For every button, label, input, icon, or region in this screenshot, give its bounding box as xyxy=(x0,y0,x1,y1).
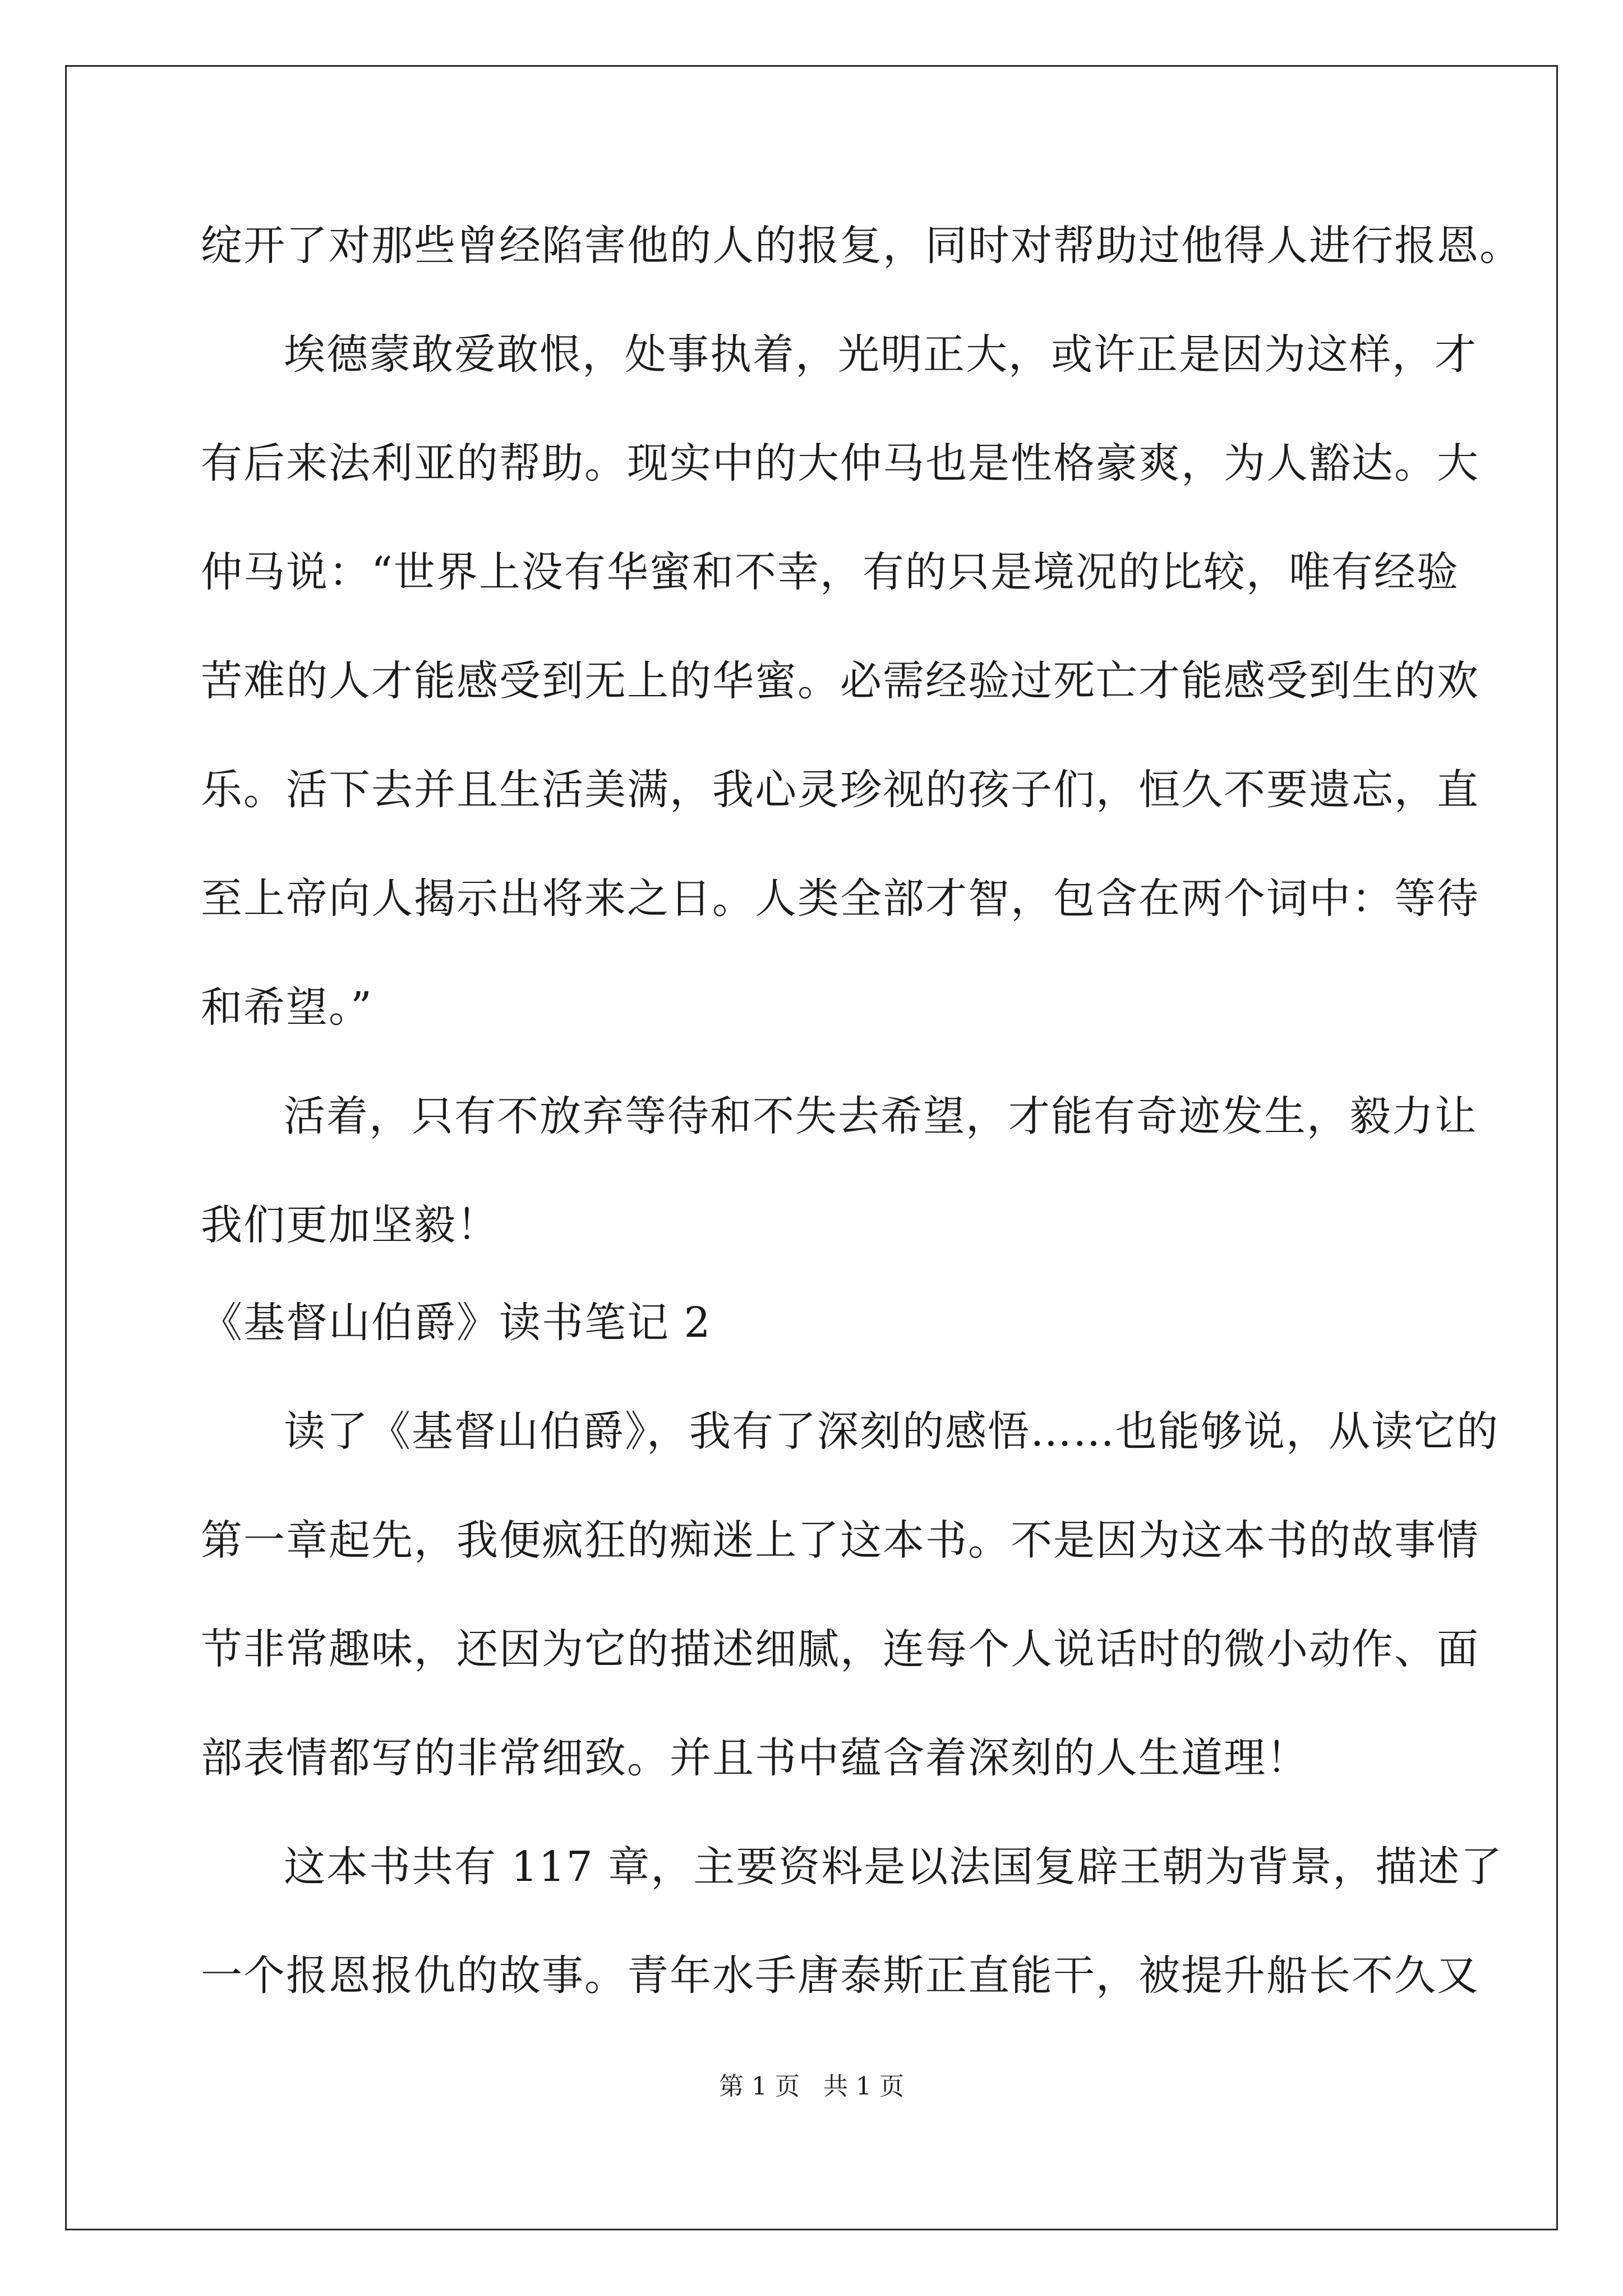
text-line: 一个报恩报仇的故事。青年水手唐泰斯正直能干，被提升船长不久又 xyxy=(201,1952,1479,2000)
page-footer: 第 1 页 共 1 页 xyxy=(719,2072,904,2101)
text-line: 乐。活下去并且生活美满，我心灵珍视的孩子们，恒久不要遗忘，直 xyxy=(201,766,1479,814)
text-line: 第一章起先，我便疯狂的痴迷上了这本书。不是因为这本书的故事情 xyxy=(201,1516,1479,1565)
text-line: 绽开了对那些曾经陷害他的人的报复，同时对帮助过他得人进行报恩。 xyxy=(201,222,1522,270)
page-border xyxy=(65,65,1558,2230)
text-line: 和希望。” xyxy=(201,983,373,1032)
text-line: 至上帝向人揭示出将来之日。人类全部才智，包含在两个词中：等待 xyxy=(201,875,1479,923)
text-line: 这本书共有 117 章，主要资料是以法国复辟王朝为背景，描述了 xyxy=(284,1843,1504,1891)
text-line: 我们更加坚毅！ xyxy=(201,1201,499,1249)
text-line: 读了《基督山伯爵》，我有了深刻的感悟……也能够说，从读它的 xyxy=(284,1407,1499,1456)
text-line: 埃德蒙敢爱敢恨，处事执着，光明正大，或许正是因为这样，才 xyxy=(284,330,1477,379)
text-line: 苦难的人才能感受到无上的华蜜。必需经验过死亡才能感受到生的欢 xyxy=(201,657,1479,705)
section-heading: 《基督山伯爵》读书笔记 2 xyxy=(201,1299,712,1347)
text-line: 节非常趣味，还因为它的描述细腻，连每个人说话时的微小动作、面 xyxy=(201,1625,1479,1673)
text-line: 活着，只有不放弃等待和不失去希望，才能有奇迹发生，毅力让 xyxy=(284,1092,1477,1140)
text-line: 部表情都写的非常细致。并且书中蕴含着深刻的人生道理！ xyxy=(201,1734,1309,1782)
text-line: 有后来法利亚的帮助。现实中的大仲马也是性格豪爽，为人豁达。大 xyxy=(201,439,1479,487)
text-line: 仲马说：“世界上没有华蜜和不幸，有的只是境况的比较，唯有经验 xyxy=(201,548,1459,596)
